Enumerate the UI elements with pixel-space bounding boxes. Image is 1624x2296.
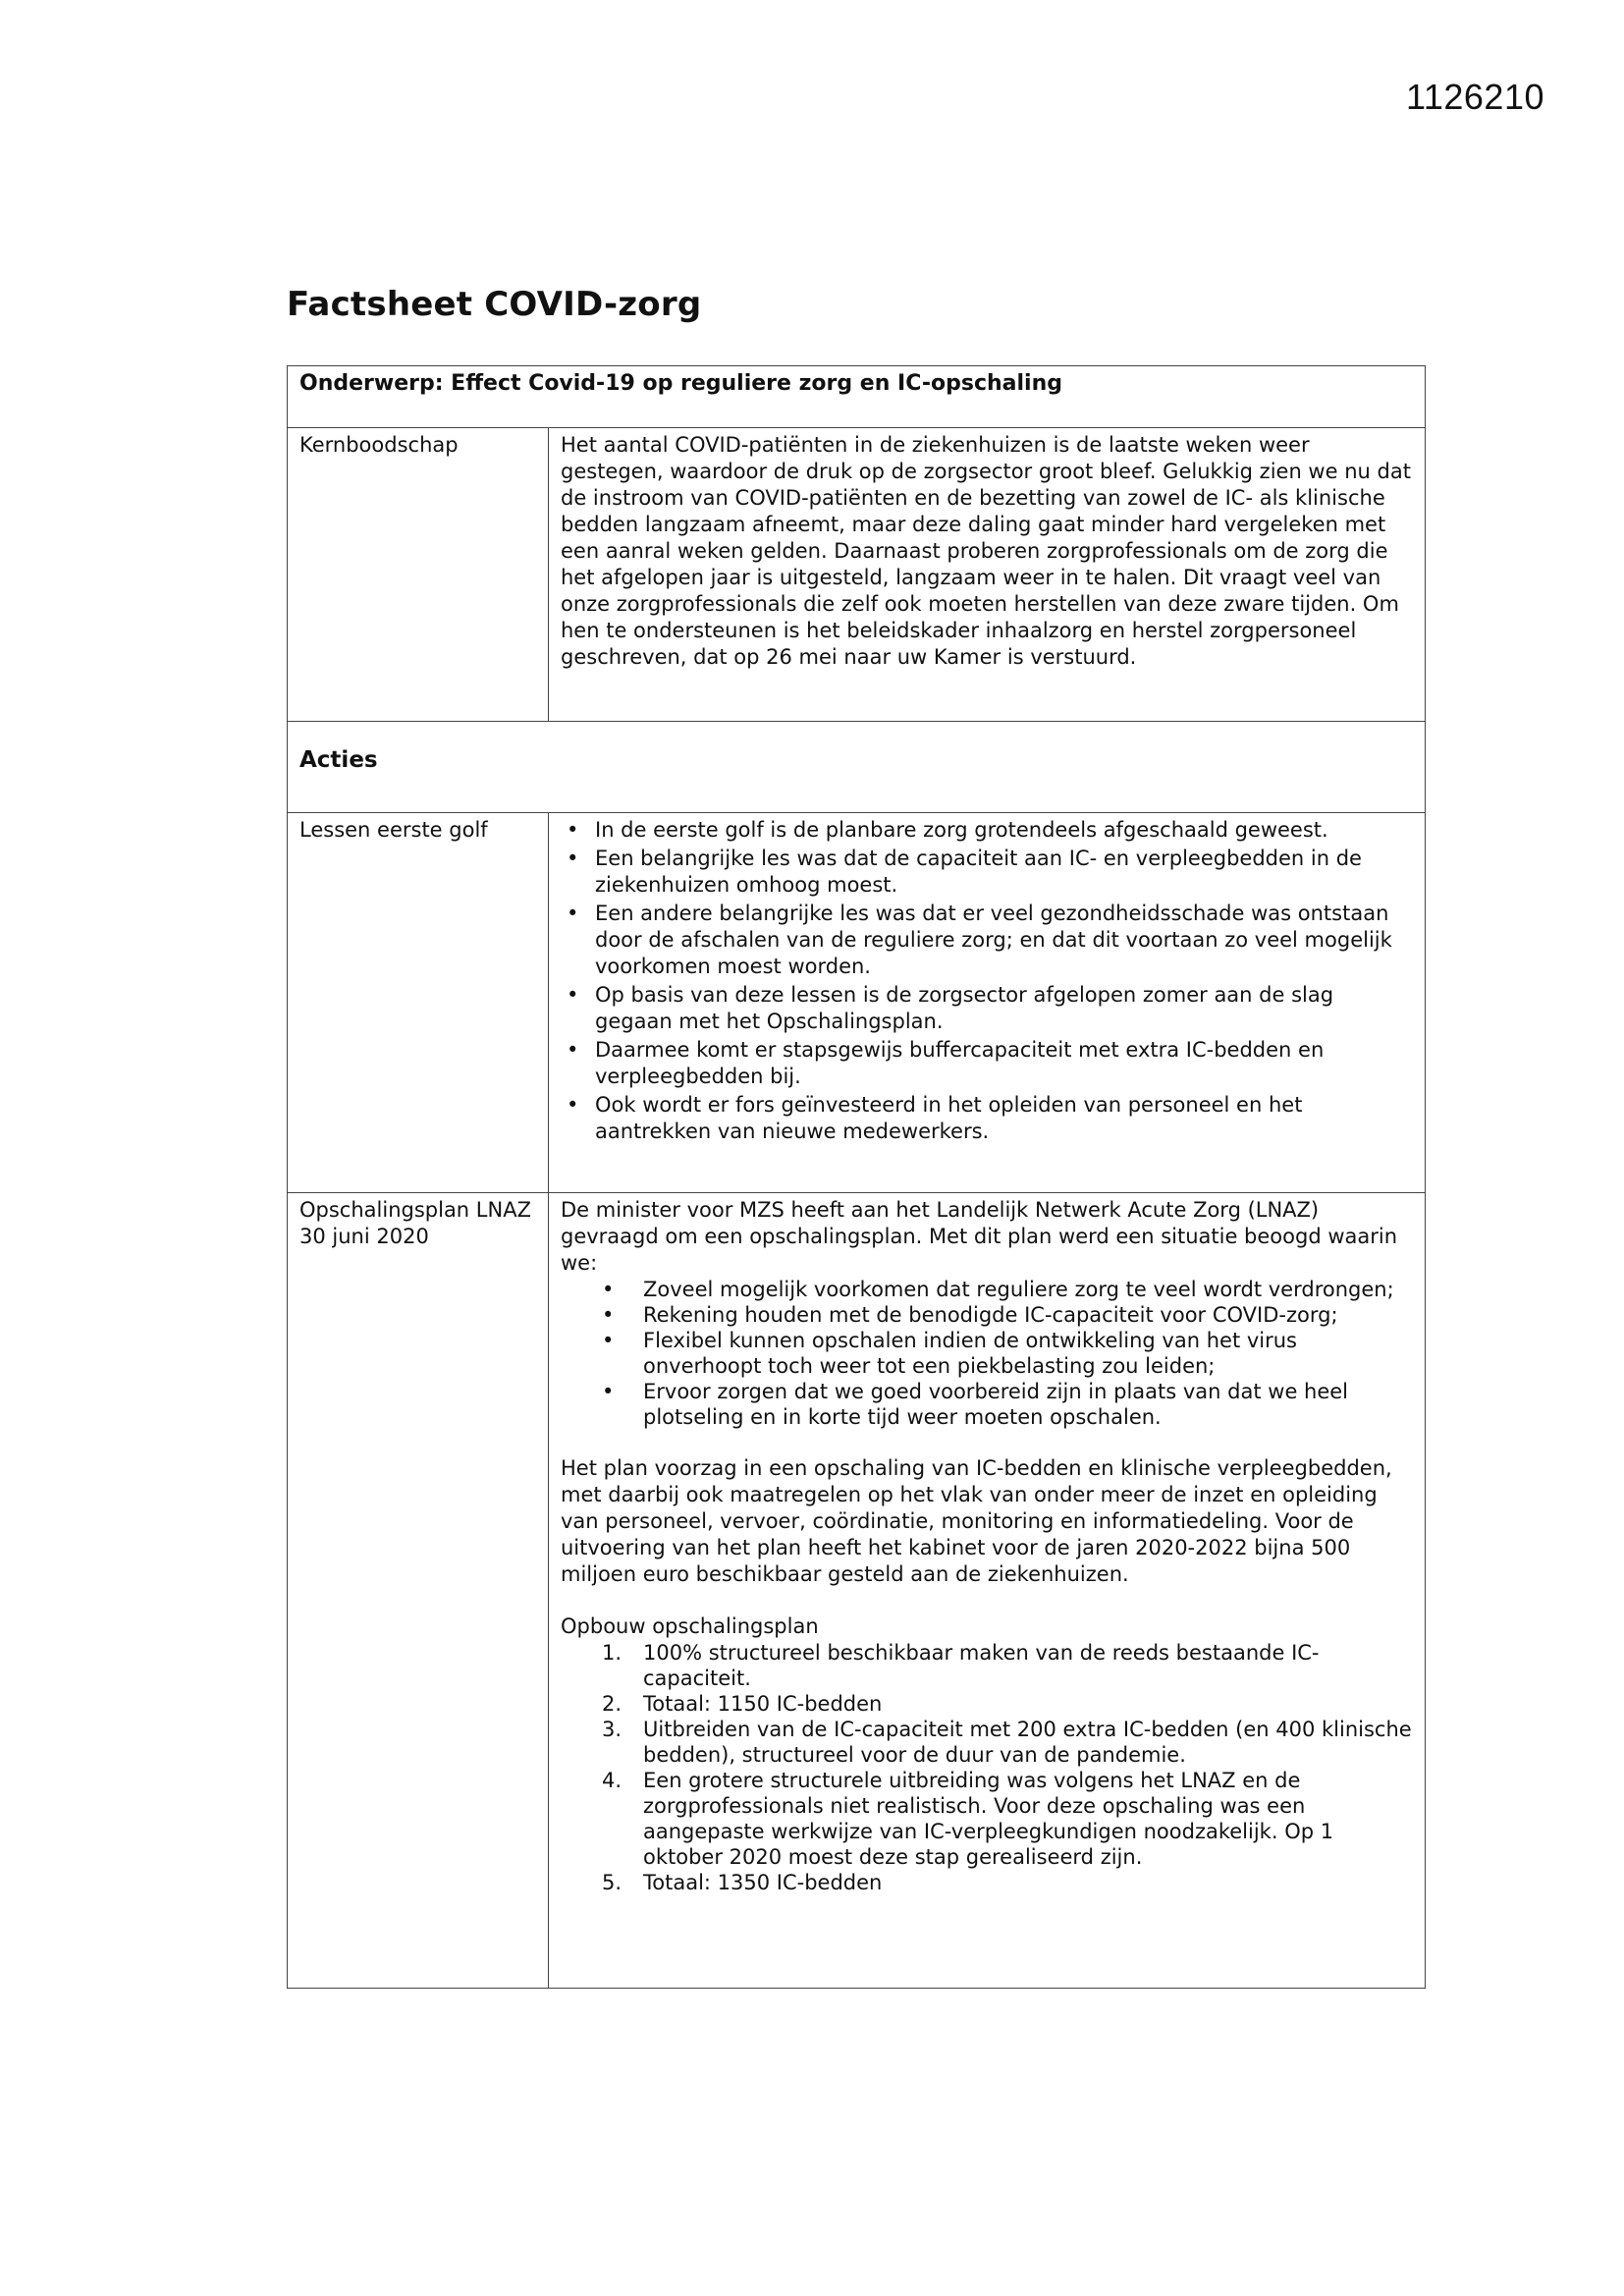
list-item: 1. 100% structureel beschikbaar maken van de reeds bestaande IC-capaciteit. <box>602 1641 1320 1690</box>
subject-heading: Onderwerp: Effect Covid-19 op reguliere zorg en IC-opschaling <box>288 366 1426 428</box>
bullet-icon: • <box>567 818 579 842</box>
opschalingsplan-label-line1: Opschalingsplan LNAZ <box>299 1198 531 1222</box>
acties-heading: Acties <box>288 722 1426 813</box>
list-item: • Daarmee komt er stapsgewijs buffercapaciteit met extra IC-bedden en verpleegbedden bij. <box>567 1038 1325 1088</box>
bullet-icon: • <box>567 1093 579 1117</box>
bullet-icon: • <box>602 1329 615 1352</box>
goals-list <box>561 1277 1413 1430</box>
kernboodschap-text: Het aantal COVID-patiënten in de ziekenhuizen is de laatste weken weer gestegen, waardoor de druk op de zorgsector groot bleef. Gelukkig zien we nu dat de instroom van COVID-patiënten en de bezetting van zowel de IC- als klinische bedden langzaam afneemt, maar deze daling gaat minder hard vergeleken met een aanral weken gelden. Daarnaast proberen zorgprofessionals om de zorg die het afgelopen jaar is uitgesteld, langzaam weer in te halen. Dit vraagt veel van onze zorgprofessionals die zelf ook moeten herstellen van deze zware tijden. Om hen te ondersteunen is het beleidskader inhaalzorg en herstel zorgpersoneel geschreven, dat op 26 mei naar uw Kamer is verstuurd. <box>549 428 1426 722</box>
opschalingsplan-label-line2: 30 juni 2020 <box>299 1225 429 1248</box>
steps-list <box>561 1640 1413 1895</box>
bullet-icon: • <box>602 1380 615 1403</box>
bullet-icon: • <box>567 902 579 925</box>
list-item: • Op basis van deze lessen is de zorgsector afgelopen zomer aan de slag gegaan met het Opschalingsplan. <box>567 983 1334 1033</box>
subject-row <box>288 366 1426 428</box>
opschalingsplan-intro: De minister voor MZS heeft aan het Landelijk Netwerk Acute Zorg (LNAZ) gevraagd om een opschalingsplan. Met dit plan werd een situatie beoogd waarin we: <box>561 1198 1398 1275</box>
opschalingsplan-content <box>549 1193 1426 1989</box>
list-item: • Ook wordt er fors geïnvesteerd in het opleiden van personeel en het aantrekken van nieuwe medewerkers. <box>567 1093 1303 1143</box>
kernboodschap-row <box>288 428 1426 722</box>
page-number: 1126210 <box>1406 77 1544 117</box>
bullet-icon: • <box>602 1303 615 1327</box>
bullet-icon: • <box>567 847 579 870</box>
factsheet-table <box>287 365 1426 1989</box>
list-item: 5. Totaal: 1350 IC-bedden <box>602 1871 883 1894</box>
bullet-icon: • <box>602 1278 615 1301</box>
page-title: Factsheet COVID-zorg <box>287 285 702 324</box>
list-item: 2. Totaal: 1150 IC-bedden <box>602 1692 883 1716</box>
list-item: • Rekening houden met de benodigde IC-capaciteit voor COVID-zorg; <box>602 1303 1338 1327</box>
lessen-label: Lessen eerste golf <box>288 813 549 1193</box>
opschalingsplan-label <box>288 1193 549 1989</box>
list-item: 4. Een grotere structurele uitbreiding was volgens het LNAZ en de zorgprofessionals niet realistisch. Voor deze opschaling was een aangepaste werkwijze van IC-verpleegkundigen noodzakelijk. Op 1 oktober 2020 moest deze stap gerealiseerd zijn. <box>602 1769 1334 1869</box>
acties-row <box>288 722 1426 813</box>
list-item: • Een andere belangrijke les was dat er veel gezondheidsschade was ontstaan door de afschalen van de reguliere zorg; en dat dit voortaan zo veel mogelijk voorkomen moest worden. <box>567 902 1392 978</box>
list-item: 3. Uitbreiden van de IC-capaciteit met 200 extra IC-bedden (en 400 klinische bedden), structureel voor de duur van de pandemie. <box>602 1718 1412 1767</box>
list-item: • Een belangrijke les was dat de capaciteit aan IC- en verpleegbedden in de ziekenhuizen omhoog moest. <box>567 847 1362 897</box>
opschalingsplan-row <box>288 1193 1426 1989</box>
lessen-list <box>561 817 1413 1145</box>
opbouw-heading: Opbouw opschalingsplan <box>561 1614 819 1638</box>
list-item: • Ervoor zorgen dat we goed voorbereid zijn in plaats van dat we heel plotseling en in korte tijd weer moeten opschalen. <box>602 1380 1349 1429</box>
plan-description: Het plan voorzag in een opschaling van IC-bedden en klinische verpleegbedden, met daarbij ook maatregelen op het vlak van onder meer de inzet en opleiding van personeel, vervoer, coördinatie, monitoring en informatiedeling. Voor de uitvoering van het plan heeft het kabinet voor de jaren 2020-2022 bijna 500 miljoen euro beschikbaar gesteld aan de ziekenhuizen. <box>561 1456 1392 1586</box>
list-item: • In de eerste golf is de planbare zorg grotendeels afgeschaald geweest. <box>567 818 1328 842</box>
kernboodschap-label: Kernboodschap <box>288 428 549 722</box>
list-item: • Flexibel kunnen opschalen indien de ontwikkeling van het virus onverhoopt toch weer tot een piekbelasting zou leiden; <box>602 1329 1298 1378</box>
lessen-content <box>549 813 1426 1193</box>
lessen-row <box>288 813 1426 1193</box>
bullet-icon: • <box>567 983 579 1007</box>
bullet-icon: • <box>567 1038 579 1062</box>
list-item: • Zoveel mogelijk voorkomen dat reguliere zorg te veel wordt verdrongen; <box>602 1278 1394 1301</box>
